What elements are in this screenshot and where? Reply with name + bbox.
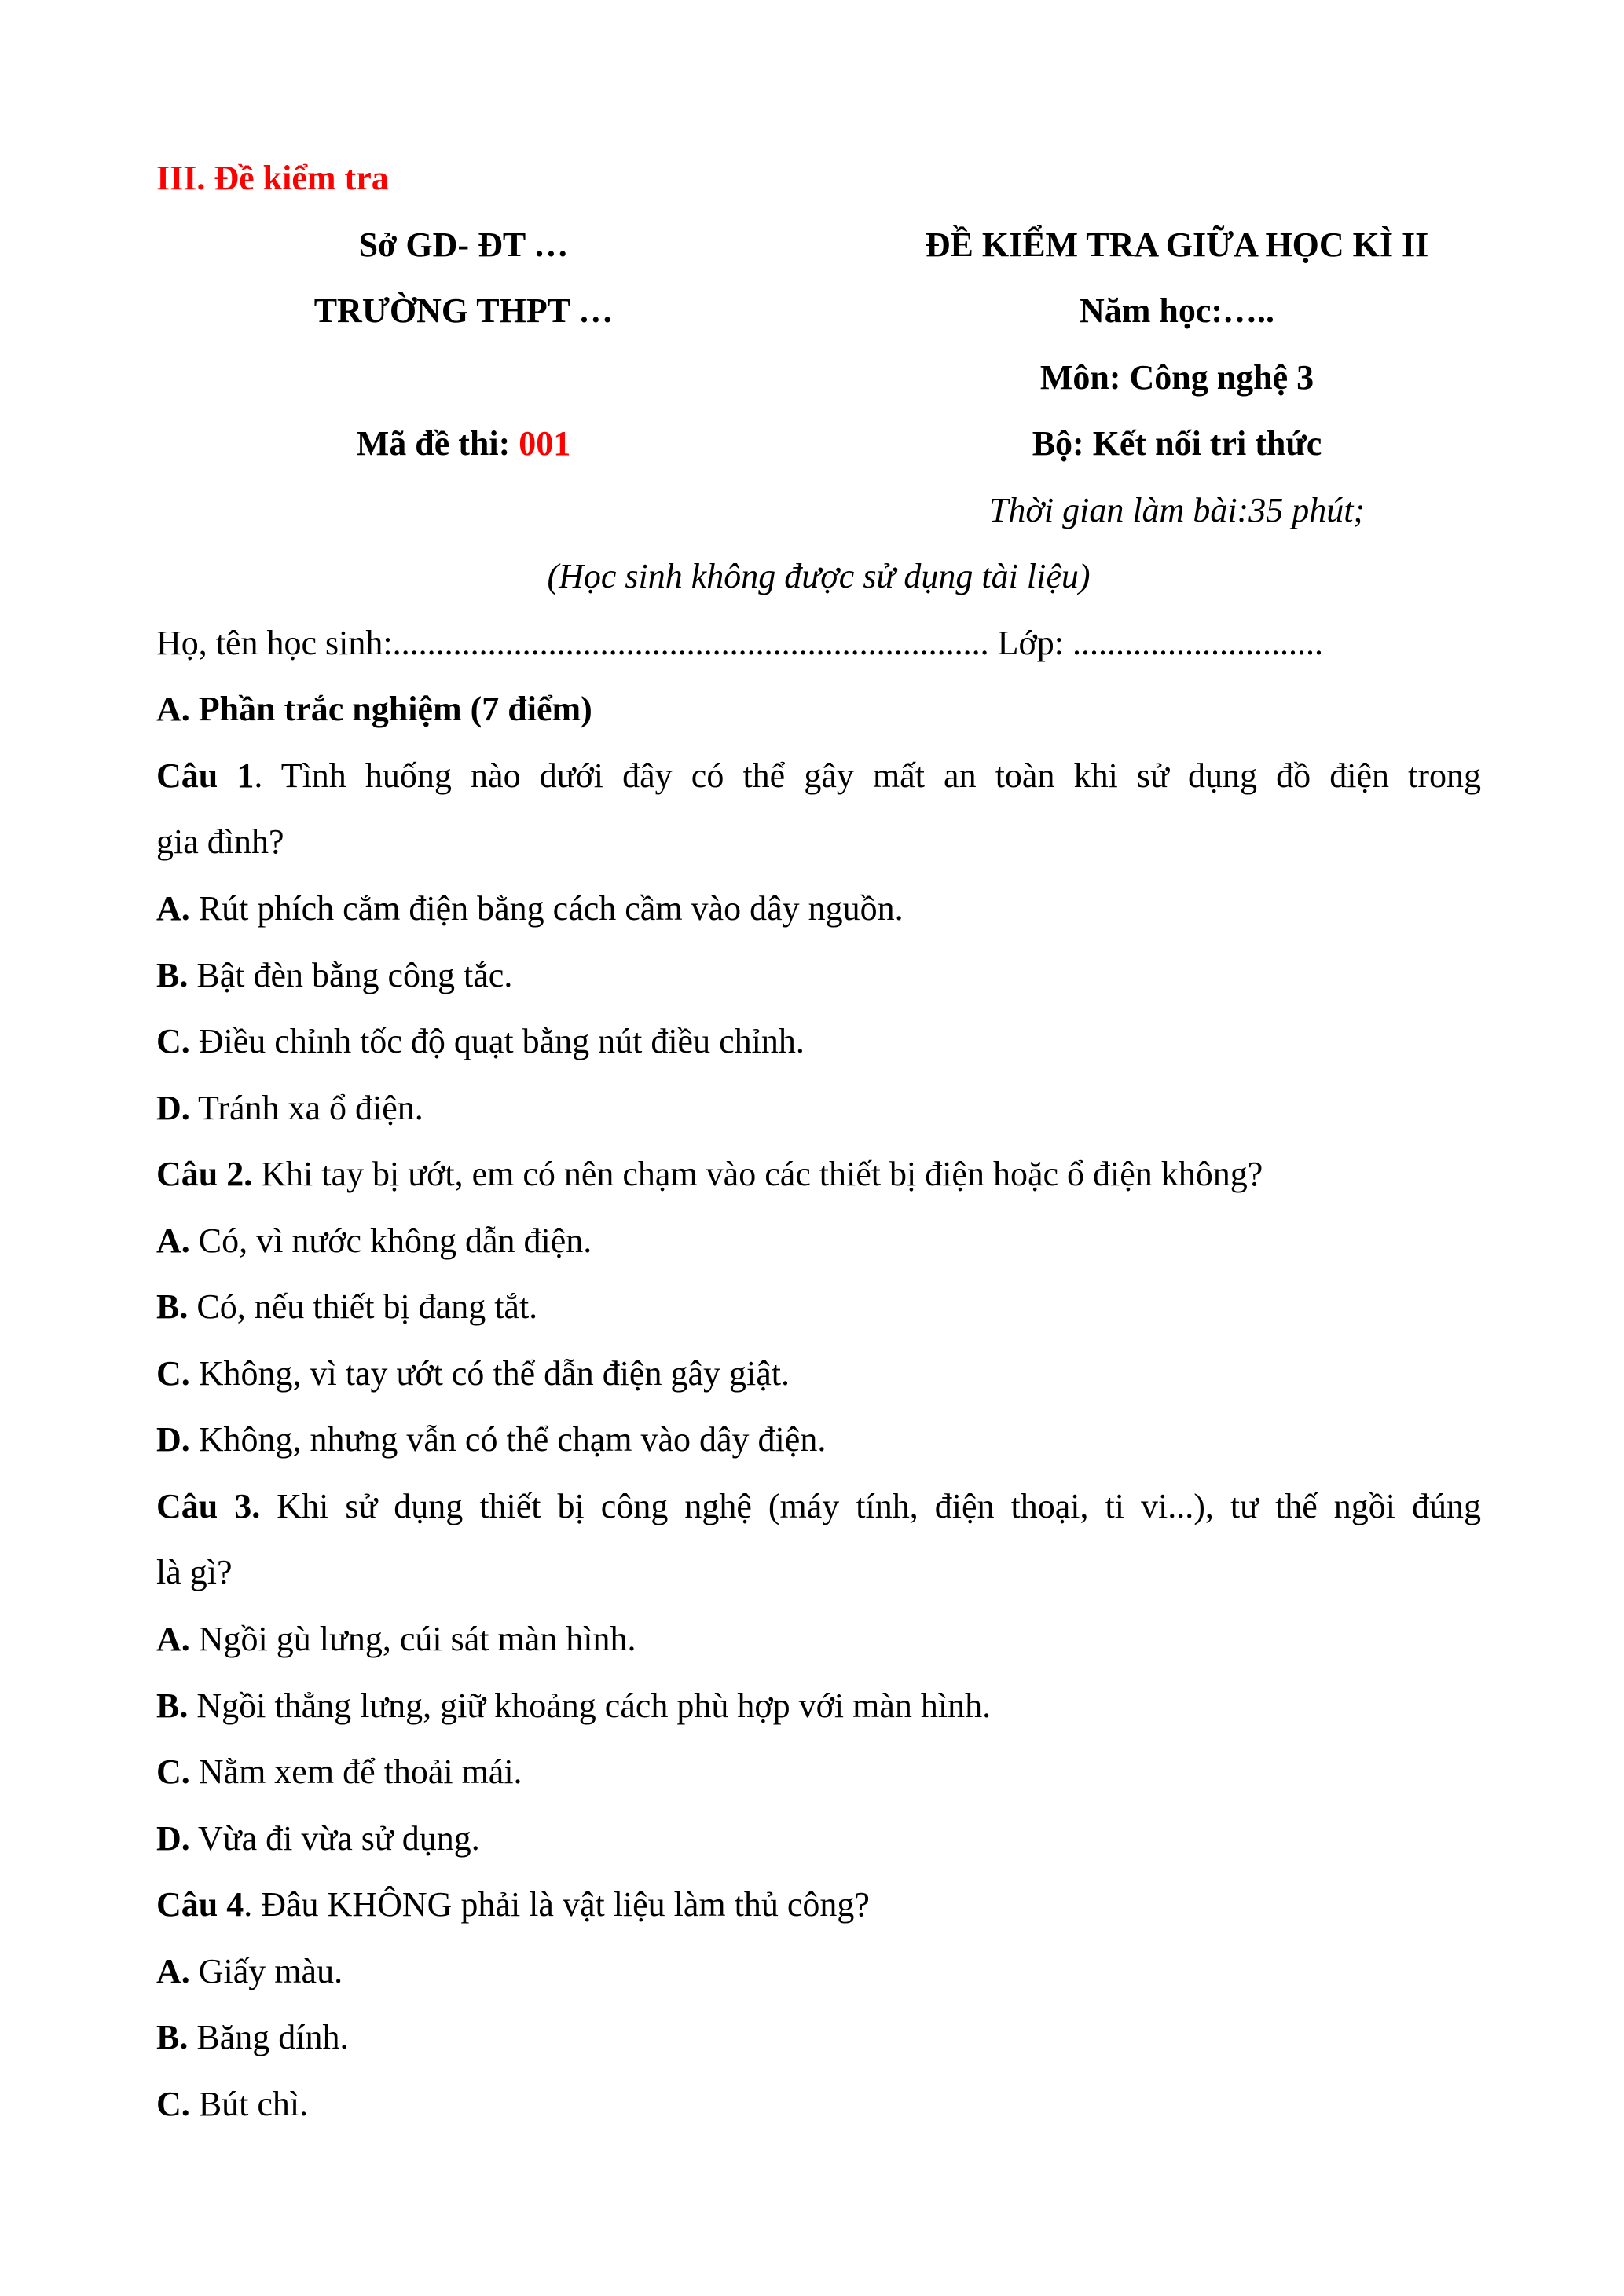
question-text: Đâu KHÔNG phải là vật liệu làm thủ công? <box>261 1885 870 1924</box>
option-text: Không, vì tay ướt có thể dẫn điện gây giật. <box>189 1353 790 1393</box>
subject: Môn: Công nghệ 3 <box>1039 357 1314 397</box>
question-sep: . <box>254 756 281 795</box>
option-text: Tránh xa ổ điện. <box>189 1088 423 1127</box>
question-label: Câu 1 <box>156 756 255 795</box>
student-info-line: Họ, tên học sinh:..................................................................... Lớp: ............................. <box>156 623 1323 662</box>
option-key: C. <box>156 1022 190 1061</box>
answer-option <box>156 1208 1481 1275</box>
exam-document <box>156 145 1481 2137</box>
question-text: Khi sử dụng thiết bị công nghệ (máy tính, điện thoại, ti vi...), tư thế ngồi đúng <box>277 1486 1482 1525</box>
option-text: Ngồi thẳng lưng, giữ khoảng cách phù hợp với màn hình. <box>188 1686 992 1725</box>
option-key: C. <box>156 1353 190 1393</box>
part-a-heading <box>156 676 1481 743</box>
exam-code-value: 001 <box>519 424 571 463</box>
time-limit: Thời gian làm bài:35 phút; <box>988 490 1366 529</box>
question-sep: . <box>244 1885 262 1924</box>
answer-option <box>156 1009 1481 1075</box>
question-stem <box>156 1141 1481 1208</box>
option-text: Bật đèn bằng công tắc. <box>188 955 513 994</box>
option-key: B. <box>156 1686 189 1725</box>
answer-option <box>156 1606 1481 1673</box>
question-list <box>156 743 1481 2137</box>
answer-option <box>156 1806 1481 1873</box>
answer-option <box>156 1341 1481 1408</box>
question-stem <box>156 743 1481 810</box>
header-row-1 <box>156 212 1481 279</box>
question-text-continued: gia đình? <box>156 822 284 862</box>
header-row-4 <box>156 411 1481 478</box>
question-label: Câu 4 <box>156 1885 244 1924</box>
answer-option <box>156 1939 1481 2005</box>
exam-title: ĐỀ KIỂM TRA GIỮA HỌC KÌ II <box>925 225 1429 264</box>
question-text: Khi tay bị ướt, em có nên chạm vào các thiết bị điện hoặc ổ điện không? <box>261 1155 1263 1194</box>
school-year: Năm học:….. <box>1079 291 1275 331</box>
option-text: Bút chì. <box>189 2084 309 2123</box>
answer-option <box>156 876 1481 943</box>
book-series: Bộ: Kết nối tri thức <box>1032 424 1322 463</box>
question-text-continued: là gì? <box>156 1553 233 1592</box>
question-stem <box>156 1474 1481 1540</box>
answer-option <box>156 2005 1481 2071</box>
question-text: Tình huống nào dưới đây có thể gây mất an toàn khi sử dụng đồ điện trong <box>280 756 1481 795</box>
option-text: Không, nhưng vẫn có thể chạm vào dây điện. <box>189 1420 827 1459</box>
option-key: D. <box>156 1818 190 1858</box>
part-a-text: A. Phần trắc nghiệm (7 điểm) <box>156 690 592 729</box>
section-title <box>156 145 1481 212</box>
option-text: Nằm xem để thoải mái. <box>189 1752 522 1792</box>
option-key: C. <box>156 1752 190 1792</box>
question <box>156 743 1481 1141</box>
option-text: Ngồi gù lưng, cúi sát màn hình. <box>189 1620 636 1659</box>
option-key: D. <box>156 1088 190 1127</box>
exam-code-label: Mã đề thi: <box>356 424 519 463</box>
header-row-3 <box>156 345 1481 412</box>
question <box>156 1474 1481 1872</box>
question-sep <box>260 1487 277 1525</box>
option-key: A. <box>156 1620 190 1659</box>
option-key: B. <box>156 955 189 994</box>
option-key: A. <box>156 1221 190 1260</box>
question-label: Câu 3. <box>156 1486 261 1525</box>
question <box>156 1141 1481 1474</box>
answer-option <box>156 1739 1481 1806</box>
question-sep <box>252 1155 261 1193</box>
option-text: Có, vì nước không dẫn điện. <box>189 1221 592 1260</box>
question <box>156 1872 1481 2137</box>
option-key: A. <box>156 1951 190 1990</box>
no-materials-note: (Học sinh không được sử dụng tài liệu) <box>547 557 1091 596</box>
answer-option <box>156 943 1481 1009</box>
header-row-5 <box>156 478 1481 544</box>
header-row-2 <box>156 278 1481 345</box>
option-key: B. <box>156 2018 189 2057</box>
option-text: Điều chỉnh tốc độ quạt bằng nút điều chỉnh. <box>189 1022 805 1061</box>
section-title-text: III. Đề kiểm tra <box>156 159 389 197</box>
answer-option <box>156 1673 1481 1740</box>
answer-option <box>156 1075 1481 1142</box>
option-text: Có, nếu thiết bị đang tắt. <box>188 1287 538 1327</box>
question-label: Câu 2. <box>156 1155 253 1194</box>
option-key: C. <box>156 2084 190 2123</box>
option-key: D. <box>156 1420 190 1459</box>
option-text: Giấy màu. <box>189 1951 343 1990</box>
option-text: Rút phích cắm điện bằng cách cầm vào dây nguồn. <box>189 889 904 928</box>
answer-option <box>156 1407 1481 1474</box>
department: Sở GD- ĐT … <box>358 225 569 264</box>
option-text: Băng dính. <box>188 2018 349 2057</box>
school-name: TRƯỜNG THPT … <box>313 291 614 331</box>
option-key: B. <box>156 1287 189 1327</box>
option-text: Vừa đi vừa sử dụng. <box>189 1818 480 1858</box>
option-key: A. <box>156 889 190 928</box>
answer-option <box>156 2071 1481 2138</box>
answer-option <box>156 1274 1481 1341</box>
note-row <box>156 544 1481 610</box>
question-stem <box>156 1872 1481 1939</box>
